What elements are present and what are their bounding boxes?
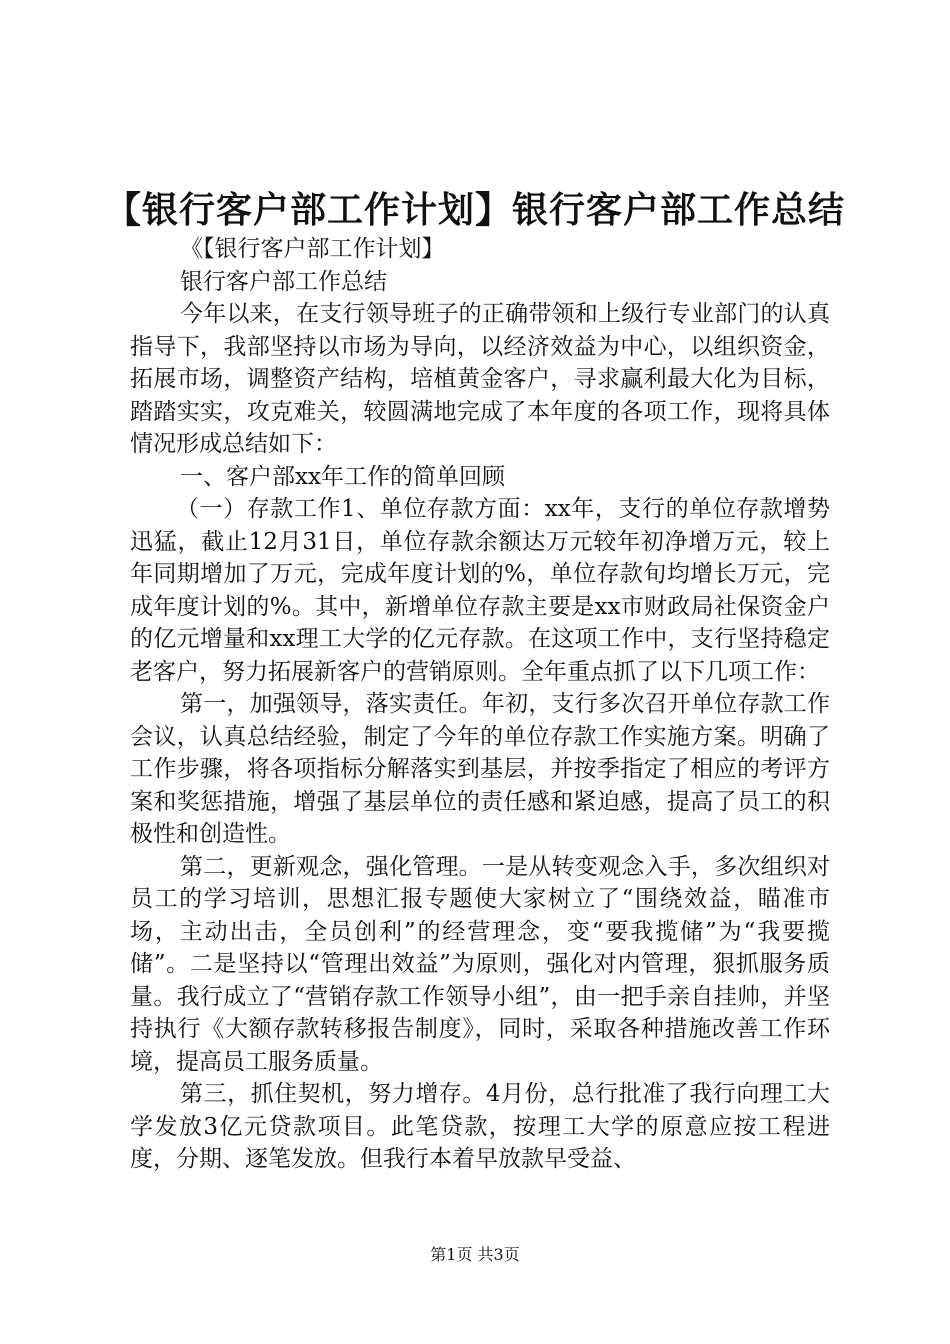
document-body: [130, 233, 830, 1176]
paragraph-heading-ref: 《【银行客户部工作计划】: [180, 236, 445, 262]
paragraph-first: 第一，加强领导，落实责任。年初，支行多次召开单位存款工作会议，认真总结经验，制定了今年的单位存款工作实施方案。明确了工作步骤，将各项指标分解落实到基层，并按季指定了相应的考评方案和奖惩措施，增强了基层单位的责任感和紧迫感，提高了员工的积极性和创造性。: [130, 691, 830, 847]
paragraph-deposit-work: （一）存款工作1、单位存款方面：xx年，支行的单位存款增势迅猛，截止12月31日，单位存款余额达万元较年初净增万元，较上年同期增加了万元，完成年度计划的%，单位存款旬均增长万元，完成年度计划的%。其中，新增单位存款主要是xx市财政局社保资金户的亿元增量和xx理工大学的亿元存款。在这项工作中，支行坚持稳定老客户，努力拓展新客户的营销原则。全年重点抓了以下几项工作：: [130, 496, 830, 685]
paragraph-intro: 今年以来，在支行领导班子的正确带领和上级行专业部门的认真指导下，我部坚持以市场为导向，以经济效益为中心，以组织资金，拓展市场，调整资产结构，培植黄金客户，寻求赢利最大化为目标，踏踏实实，攻克难关，较圆满地完成了本年度的各项工作，现将具体情况形成总结如下：: [130, 301, 830, 457]
section-heading: 一、客户部xx年工作的简单回顾: [180, 463, 505, 490]
document-title: 【银行客户部工作计划】银行客户部工作总结: [104, 189, 845, 231]
page-number-footer: 第1页 共3页: [430, 1245, 520, 1264]
paragraph-second: 第二，更新观念，强化管理。一是从转变观念入手，多次组织对员工的学习培训，思想汇报专题使大家树立了“围绕效益，瞄准市场，主动出击，全员创利”的经营理念，变“要我揽储”为“我要揽储”。二是坚持以“管理出效益”为原则，强化对内管理，狠抓服务质量。我行成立了“营销存款工作领导小组”，由一把手亲自挂帅，并坚持执行《大额存款转移报告制度》，同时，采取各种措施改善工作环境，提高员工服务质量。: [130, 853, 830, 1075]
paragraph-subtitle: 银行客户部工作总结: [180, 268, 387, 295]
paragraph-third: 第三，抓住契机，努力增存。4月份，总行批准了我行向理工大学发放3亿元贷款项目。此笔贷款，按理工大学的原意应按工程进度，分期、逐笔发放。但我行本着早放款早受益、: [130, 1081, 830, 1172]
